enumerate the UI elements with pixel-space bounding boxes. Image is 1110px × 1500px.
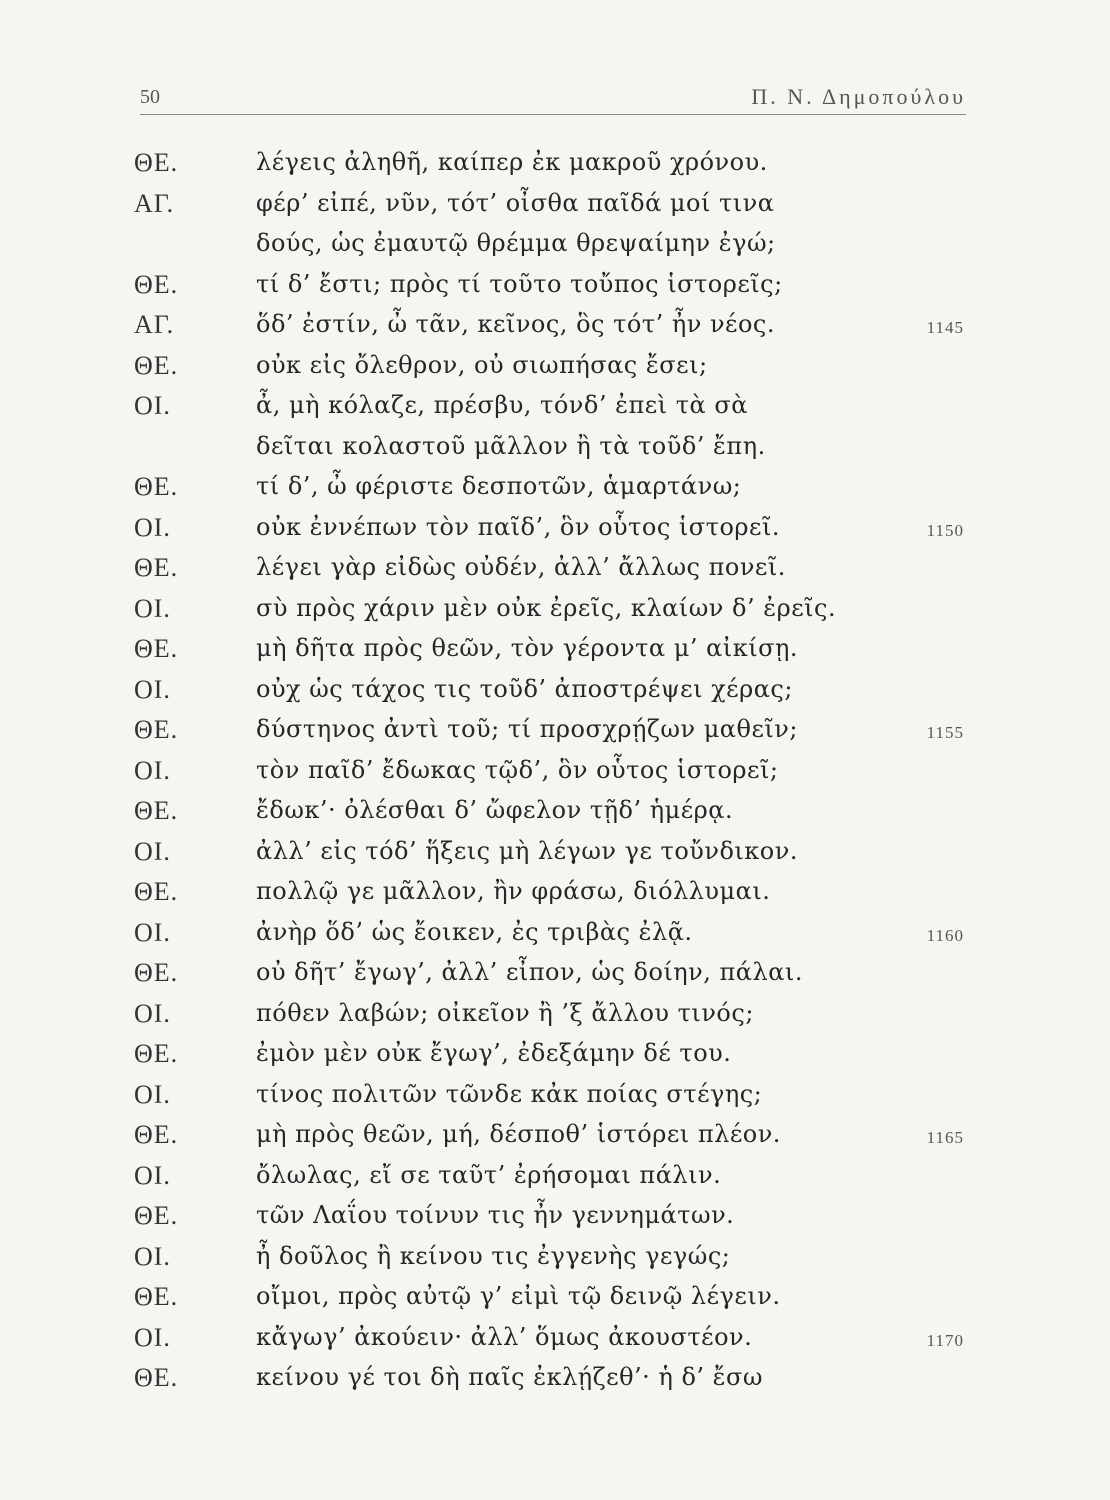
verse-line: [0, 1323, 1110, 1364]
speaker-label: ΘΕ.: [134, 350, 179, 380]
speaker-label: ΘΕ.: [134, 877, 179, 906]
verse-text: ἦ δοῦλος ἢ κείνου τις ἐγγενὴς γεγώς;: [256, 1241, 731, 1270]
verse-line: [0, 958, 1110, 999]
verse-text: κἄγωγ’ ἀκούειν· ἀλλ’ ὅμως ἀκουστέον.: [256, 1322, 753, 1351]
verse-line: [0, 756, 1110, 797]
speaker-label: ΘΕ.: [134, 1363, 179, 1392]
verse-line: [0, 1282, 1110, 1323]
speaker-label: ΘΕ.: [134, 715, 179, 744]
speaker-label: ΘΕ.: [134, 1201, 179, 1230]
verse-line: [0, 229, 1110, 270]
line-number: 1170: [926, 1330, 964, 1350]
verse-text: ὅδ’ ἐστίν, ὦ τᾶν, κεῖνος, ὃς τότ’ ἦν νέος.: [256, 310, 775, 338]
verse-text: ἆ, μὴ κόλαζε, πρέσβυ, τόνδ’ ἐπεὶ τὰ σὰ: [256, 391, 748, 419]
verse-text: δεῖται κολαστοῦ μᾶλλον ἢ τὰ τοῦδ’ ἔπη.: [256, 431, 766, 460]
speaker-label: ΘΕ.: [134, 796, 179, 825]
verse-text: φέρ’ εἰπέ, νῦν, τότ’ οἶσθα παῖδά μοί τινα: [256, 188, 775, 217]
line-number: 1155: [926, 723, 964, 742]
speaker-label: ΑΓ.: [134, 310, 175, 339]
verse-line: [0, 1039, 1110, 1080]
verse-line: [0, 675, 1110, 716]
verse-text: ἀνὴρ ὅδ’ ὡς ἔοικεν, ἐς τριβὰς ἐλᾷ.: [256, 917, 693, 946]
verse-line: [0, 432, 1110, 473]
verse-line: [0, 513, 1110, 554]
verse-line: [0, 189, 1110, 230]
verse-line: [0, 918, 1110, 959]
speaker-label: ΘΕ.: [134, 1120, 179, 1149]
speaker-label: ΟΙ.: [134, 674, 171, 704]
speaker-label: ΟΙ.: [134, 512, 171, 542]
verse-line: [0, 148, 1110, 189]
verse-line: [0, 634, 1110, 675]
speaker-label: ΘΕ.: [134, 1282, 179, 1311]
verse-text: τίνος πολιτῶν τῶνδε κἀκ ποίας στέγης;: [256, 1079, 763, 1108]
verse-text: κείνου γέ τοι δὴ παῖς ἐκλῄζεθ’· ἡ δ’ ἔσω: [256, 1363, 763, 1391]
verse-text: πόθεν λαβών; οἰκεῖον ἢ ’ξ ἄλλου τινός;: [256, 998, 754, 1027]
verse-line: [0, 1161, 1110, 1202]
verse-line: [0, 594, 1110, 635]
verse-line: [0, 1363, 1110, 1404]
speaker-label: ΘΕ.: [134, 148, 179, 177]
verse-text: τί δ’ ἔστι; πρὸς τί τοῦτο τοὔπος ἱστορεῖς;: [256, 269, 783, 298]
verse-line: [0, 837, 1110, 878]
verse-text: πολλῷ γε μᾶλλον, ἢν φράσω, διόλλυμαι.: [256, 877, 771, 905]
verse-line: [0, 1080, 1110, 1121]
verse-text: δύστηνος ἀντὶ τοῦ; τί προσχρῄζων μαθεῖν;: [256, 715, 798, 743]
verse-text: οὐκ ἐννέπων τὸν παῖδ’, ὃν οὗτος ἱστορεῖ.: [256, 512, 780, 541]
speaker-label: ΟΙ.: [134, 593, 171, 623]
verse-text: μὴ πρὸς θεῶν, μή, δέσποθ’ ἱστόρει πλέον.: [256, 1120, 781, 1148]
verse-line: [0, 1242, 1110, 1283]
speaker-label: ΟΙ.: [134, 998, 171, 1028]
speaker-label: ΟΙ.: [134, 836, 171, 866]
verse-text: ἀλλ’ εἰς τόδ’ ἥξεις μὴ λέγων γε τοὔνδικον.: [256, 836, 798, 865]
verse-text: οἴμοι, πρὸς αὐτῷ γ’ εἰμὶ τῷ δεινῷ λέγειν.: [256, 1282, 781, 1310]
verse-line: [0, 472, 1110, 513]
verse-line: [0, 715, 1110, 756]
speaker-label: ΟΙ.: [134, 917, 171, 947]
verse-text: ὄλωλας, εἴ σε ταῦτ’ ἐρήσομαι πάλιν.: [256, 1160, 722, 1189]
speaker-label: ΟΙ.: [134, 391, 171, 420]
speaker-label: ΟΙ.: [134, 755, 171, 785]
speaker-label: ΑΓ.: [134, 188, 175, 218]
verse-text: τῶν Λαΐου τοίνυν τις ἦν γεννημάτων.: [256, 1201, 735, 1229]
line-number: 1165: [926, 1128, 964, 1147]
verse-text: μὴ δῆτα πρὸς θεῶν, τὸν γέροντα μ’ αἰκίσῃ.: [256, 634, 799, 662]
speaker-label: ΘΕ.: [134, 1039, 179, 1068]
speaker-label: ΘΕ.: [134, 472, 179, 501]
verse-text: λέγεις ἀληθῆ, καίπερ ἐκ μακροῦ χρόνου.: [256, 148, 768, 176]
speaker-label: ΘΕ.: [134, 553, 179, 582]
verse-text: ἔδωκ’· ὀλέσθαι δ’ ὤφελον τῇδ’ ἡμέρᾳ.: [256, 796, 734, 824]
verse-line: [0, 1120, 1110, 1161]
line-number: 1160: [926, 925, 964, 945]
verse-line: [0, 351, 1110, 392]
speaker-label: ΘΕ.: [134, 958, 179, 987]
verse-line: [0, 999, 1110, 1040]
verse-text: λέγει γὰρ εἰδὼς οὐδέν, ἀλλ’ ἄλλως πονεῖ.: [256, 553, 786, 581]
speaker-label: ΟΙ.: [134, 1079, 171, 1109]
verse-line: [0, 270, 1110, 311]
speaker-label: ΟΙ.: [134, 1322, 171, 1352]
verse-text: ἐμὸν μὲν οὐκ ἔγωγ’, ἐδεξάμην δέ του.: [256, 1039, 732, 1067]
line-number: 1145: [926, 318, 964, 337]
verse-line: [0, 796, 1110, 837]
verse-line: [0, 877, 1110, 918]
line-number: 1150: [926, 520, 964, 540]
page-number: 50: [140, 86, 160, 108]
verse-line: [0, 391, 1110, 432]
verse-lines: [0, 148, 1110, 1404]
speaker-label: ΟΙ.: [134, 1160, 171, 1190]
verse-line: [0, 310, 1110, 351]
verse-text: οὐ δῆτ’ ἔγωγ’, ἀλλ’ εἶπον, ὡς δοίην, πάλαι.: [256, 958, 803, 986]
verse-text: οὐχ ὡς τάχος τις τοῦδ’ ἀποστρέψει χέρας;: [256, 674, 793, 703]
page-header: [140, 80, 966, 115]
verse-text: δούς, ὡς ἐμαυτῷ θρέμμα θρεψαίμην ἐγώ;: [256, 229, 776, 257]
speaker-label: ΟΙ.: [134, 1241, 171, 1271]
verse-line: [0, 553, 1110, 594]
running-head: Π. Ν. Δημοπούλου: [751, 84, 966, 109]
verse-text: τί δ’, ὦ φέριστε δεσποτῶν, ἁμαρτάνω;: [256, 472, 742, 500]
verse-text: οὐκ εἰς ὄλεθρον, οὐ σιωπήσας ἔσει;: [256, 350, 708, 379]
verse-line: [0, 1201, 1110, 1242]
verse-text: τὸν παῖδ’ ἔδωκας τῷδ’, ὃν οὗτος ἱστορεῖ;: [256, 755, 779, 784]
speaker-label: ΘΕ.: [134, 269, 179, 299]
speaker-label: ΘΕ.: [134, 634, 179, 663]
verse-text: σὺ πρὸς χάριν μὲν οὐκ ἐρεῖς, κλαίων δ’ ἐρεῖς.: [256, 593, 837, 622]
